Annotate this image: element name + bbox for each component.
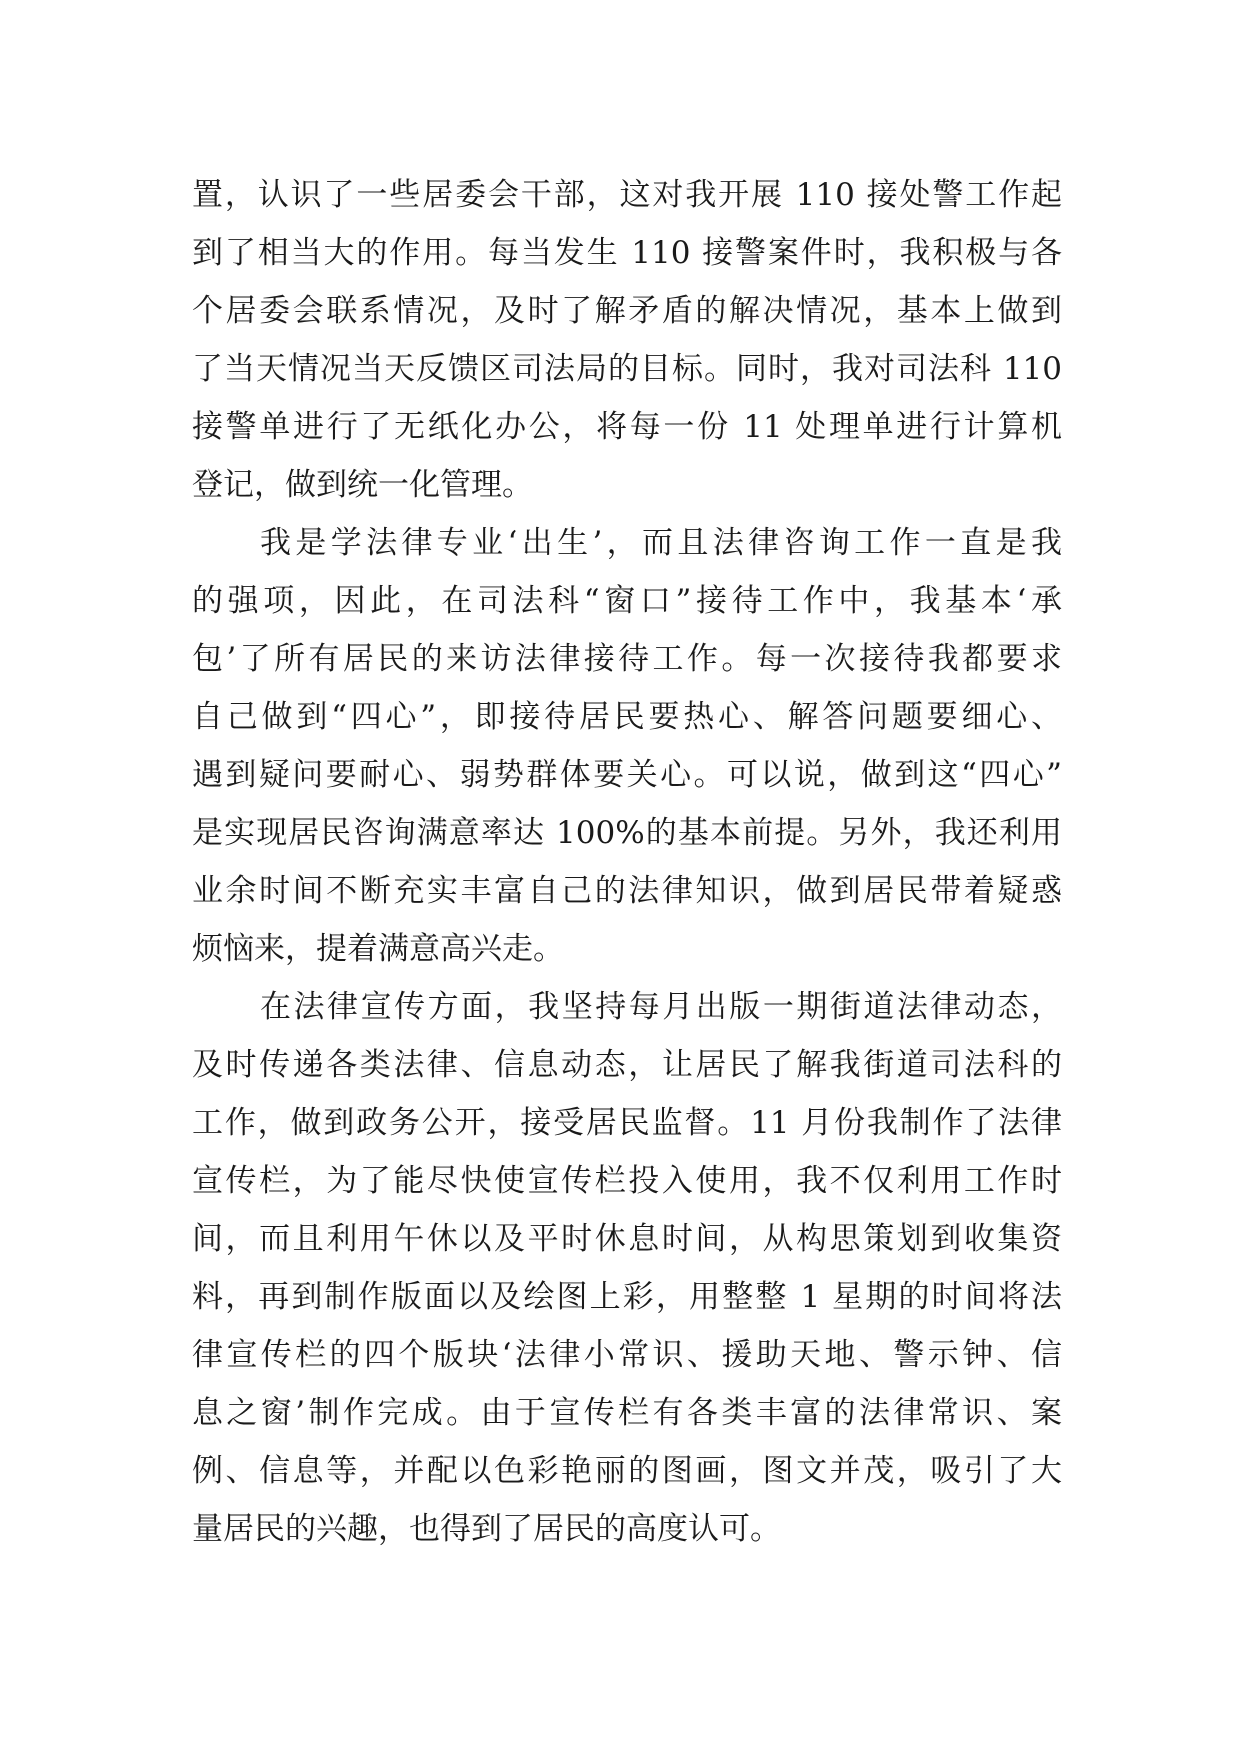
paragraph-3-line-8: 息之窗’制作完成。由于宣传栏有各类丰富的法律常识、案 [192,1395,1062,1431]
paragraph-3-line-3: 工作，做到政务公开，接受居民监督。11 月份我制作了法律 [192,1105,1062,1141]
paragraph-1-line-1: 置，认识了一些居委会干部，这对我开展 110 接处警工作起 [192,177,1062,213]
paragraph-2-line-4: 自己做到“四心”，即接待居民要热心、解答问题要细心、 [192,699,1062,735]
paragraph-2-line-8: 烦恼来，提着满意高兴走。 [192,931,564,967]
paragraph-3-line-5: 间，而且利用午休以及平时休息时间，从构思策划到收集资 [192,1221,1062,1257]
paragraph-2-line-6: 是实现居民咨询满意率达 100%的基本前提。另外，我还利用 [192,815,1062,851]
paragraph-3-line-1: 在法律宣传方面，我坚持每月出版一期街道法律动态， [260,989,1062,1025]
paragraph-2-line-1: 我是学法律专业‘出生’，而且法律咨询工作一直是我 [260,525,1062,561]
paragraph-3-line-7: 律宣传栏的四个版块‘法律小常识、援助天地、警示钟、信 [192,1337,1062,1373]
paragraph-3-line-10: 量居民的兴趣，也得到了居民的高度认可。 [192,1511,781,1547]
paragraph-2-line-2: 的强项，因此，在司法科“窗口”接待工作中，我基本‘承 [192,583,1062,619]
paragraph-2-line-3: 包’了所有居民的来访法律接待工作。每一次接待我都要求 [192,641,1062,677]
paragraph-1-line-3: 个居委会联系情况，及时了解矛盾的解决情况，基本上做到 [192,293,1062,329]
paragraph-1-line-6: 登记，做到统一化管理。 [192,467,533,503]
paragraph-3-line-2: 及时传递各类法律、信息动态，让居民了解我街道司法科的 [192,1047,1062,1083]
paragraph-2-line-7: 业余时间不断充实丰富自己的法律知识，做到居民带着疑惑 [192,873,1062,909]
paragraph-3-line-4: 宣传栏，为了能尽快使宣传栏投入使用，我不仅利用工作时 [192,1163,1062,1199]
paragraph-1-line-2: 到了相当大的作用。每当发生 110 接警案件时，我积极与各 [192,235,1062,271]
document-body [192,166,1062,1558]
paragraph-3-line-6: 料，再到制作版面以及绘图上彩，用整整 1 星期的时间将法 [192,1279,1062,1315]
paragraph-2-line-5: 遇到疑问要耐心、弱势群体要关心。可以说，做到这“四心” [192,757,1062,793]
paragraph-1-line-4: 了当天情况当天反馈区司法局的目标。同时，我对司法科 110 [192,351,1062,387]
paragraph-1-line-5: 接警单进行了无纸化办公，将每一份 11 处理单进行计算机 [192,409,1062,445]
paragraph-3-line-9: 例、信息等，并配以色彩艳丽的图画，图文并茂，吸引了大 [192,1453,1062,1489]
